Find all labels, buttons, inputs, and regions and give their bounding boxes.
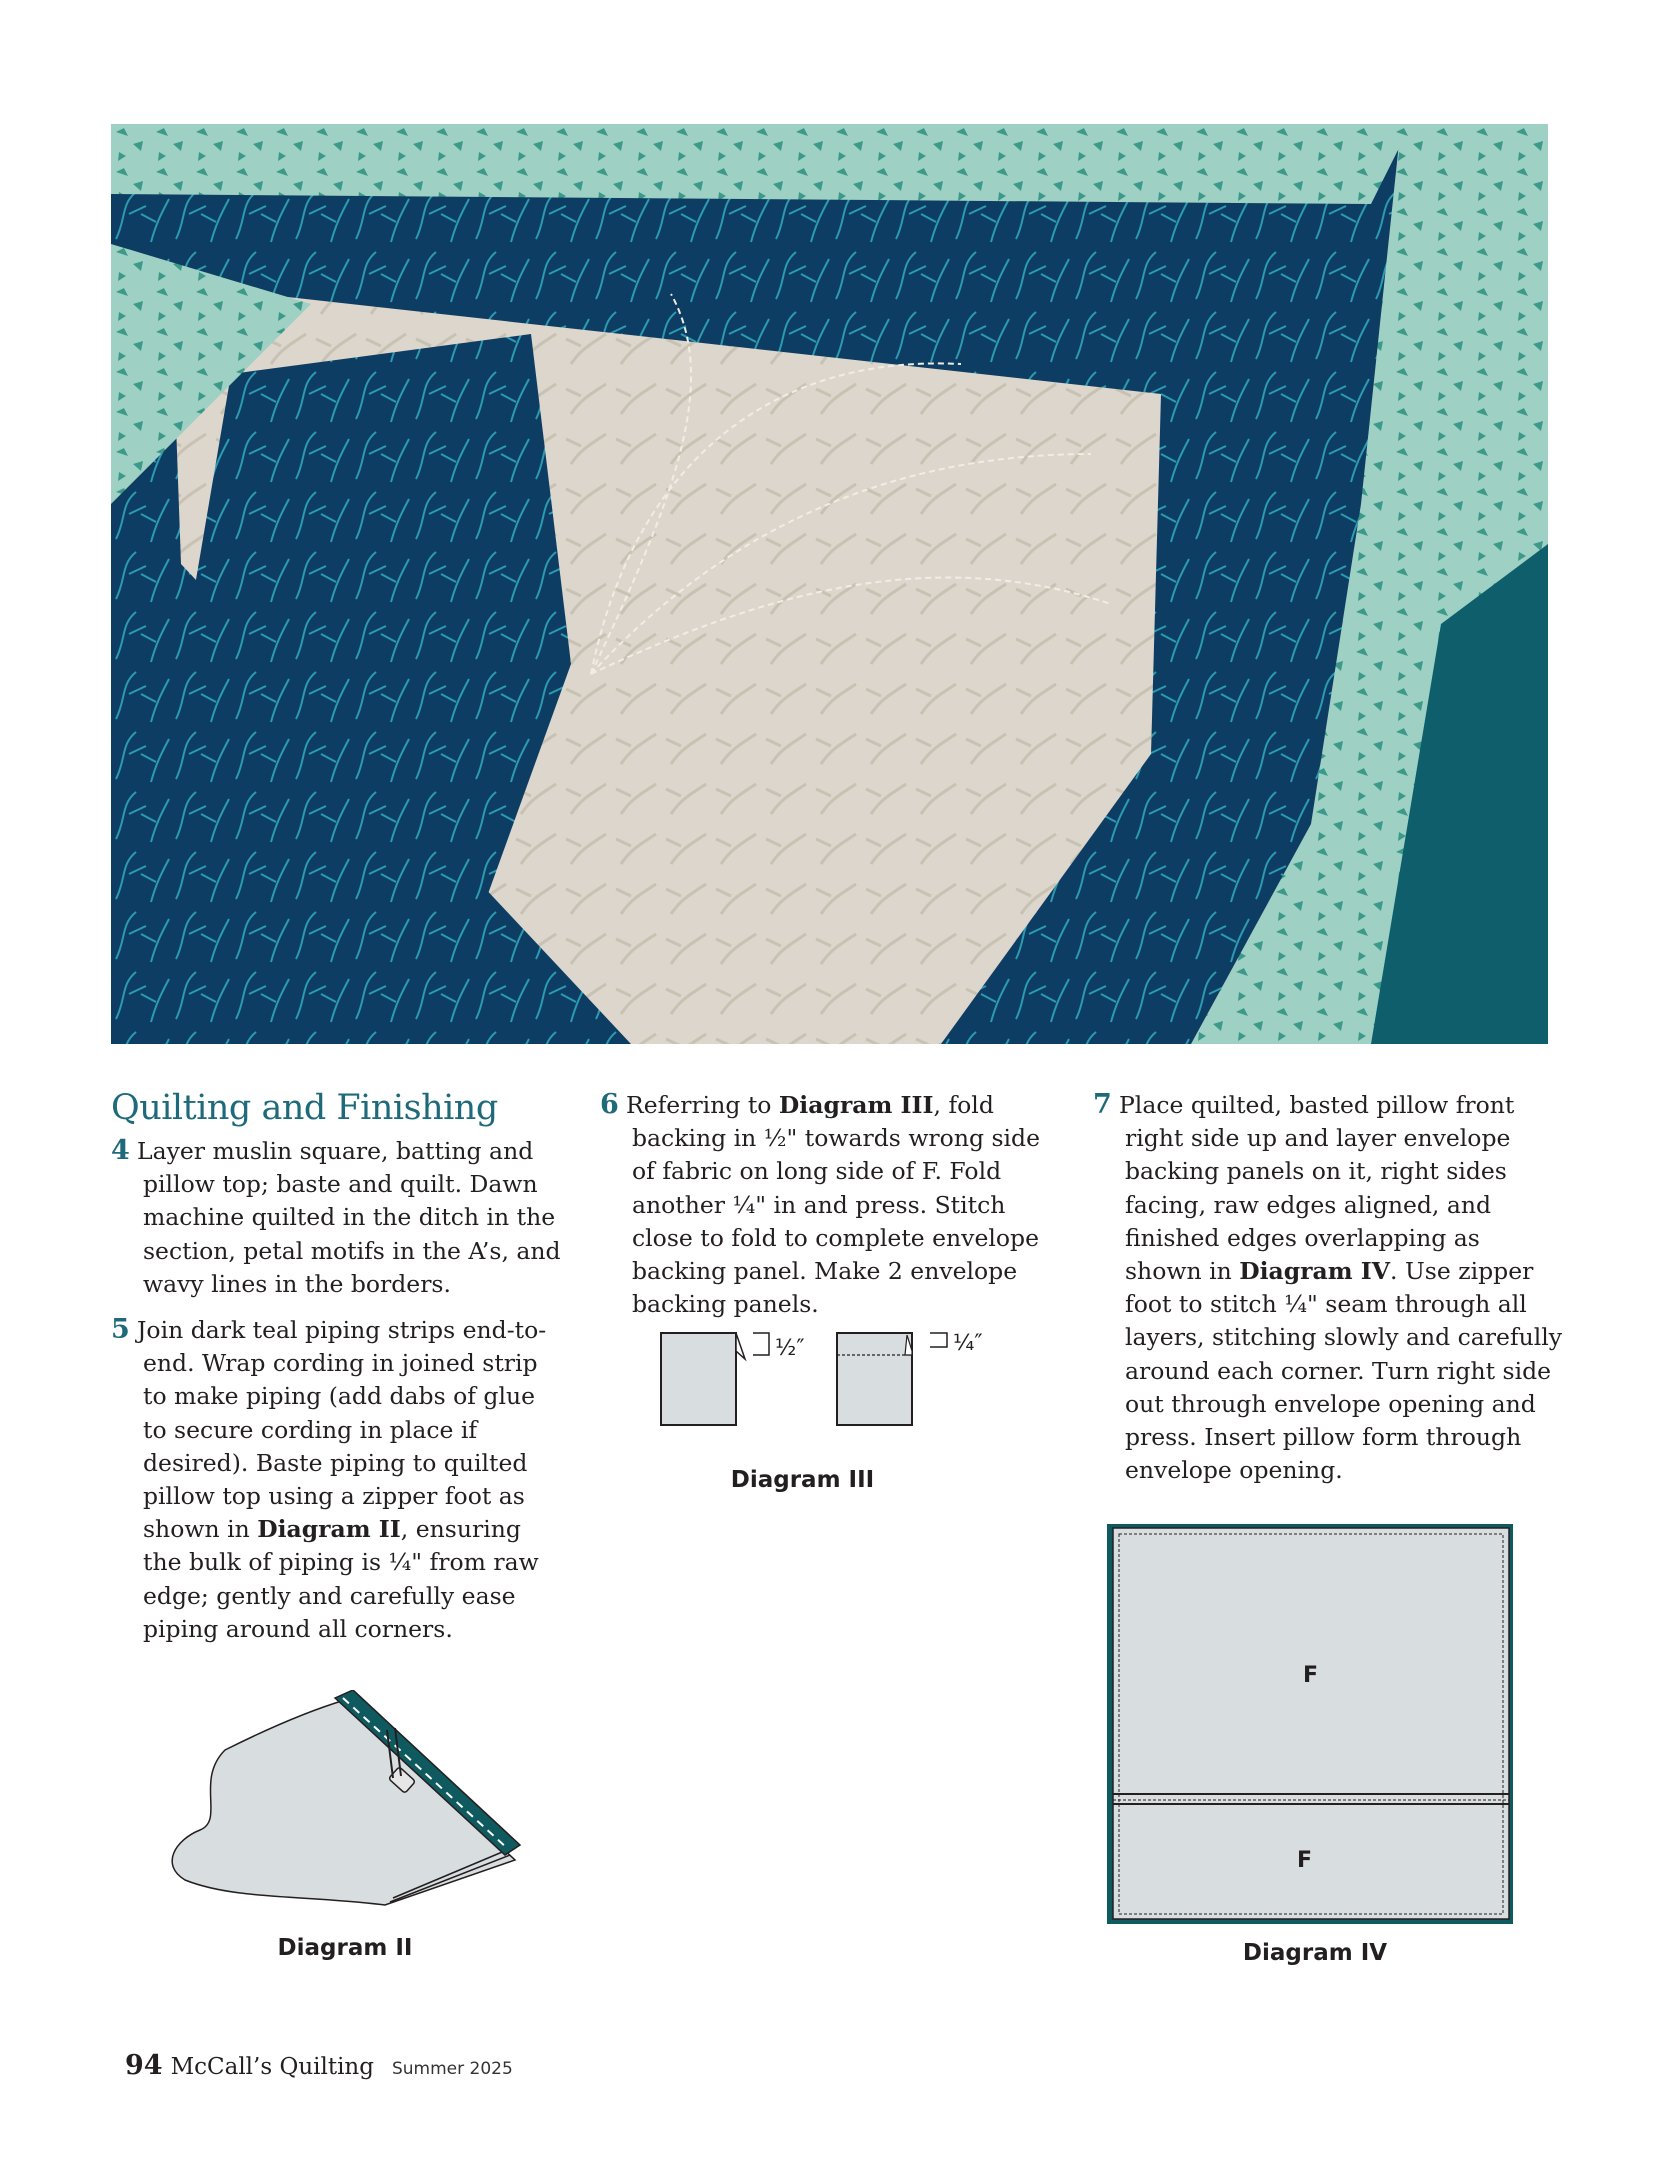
step-text: Layer muslin square, batting and pillow top; baste and quilt. Dawn machine quilted in the ditch in the section, petal motifs in the A’s, and wavy lines in the borders. [137,1137,561,1298]
step-text: Join dark teal piping strips end-to-end. Wrap cording in joined strip to make piping (add dabs of glue to secure cording in place if desired). Baste piping to quilted pillow top using a zipper foot as shown in [137,1316,547,1544]
step-6 [600,1088,1070,1321]
diagram-4-caption: Diagram IV [1242,1940,1388,1966]
step-7 [1093,1088,1563,1487]
diagram-reference: Diagram IV [1239,1257,1391,1286]
pillow-photo [111,124,1548,1044]
step-number: 7 [1093,1089,1112,1120]
section-title: Quilting and Finishing [111,1088,498,1128]
step-number: 5 [111,1314,130,1346]
column-1 [111,1088,561,1658]
column-3 [1093,1088,1563,1499]
step-text: Place quilted, basted pillow front right side up and layer envelope backing panels on it, right sides facing, raw edges aligned, and finished edges overlapping as shown in [1119,1091,1515,1286]
step-4 [111,1134,561,1301]
diagram-3-label-half: ½″ [775,1336,805,1361]
diagram-3-label-quarter: ¼″ [953,1331,983,1356]
diagram-3 [655,1325,1015,1439]
diagram-2-caption: Diagram II [277,1935,413,1961]
diagram-4-label-top: F [1303,1663,1319,1688]
column-2 [600,1088,1070,1333]
step-number: 6 [600,1089,619,1120]
step-text: , ensuring the bulk of piping is ¼" from raw edge; gently and carefully ease piping around all corners. [143,1515,539,1643]
step-5 [111,1313,561,1646]
page-footer [125,2050,513,2082]
diagram-reference: Diagram II [257,1515,401,1544]
step-text: Referring to [626,1091,779,1119]
step-text: , fold backing in ½" towards wrong side of fabric on long side of F. Fold another ¼" in and press. Stitch close to fold to complete envelope backing panel. Make 2 envelope backing panels. [632,1091,1040,1319]
step-number: 4 [111,1135,130,1166]
diagram-2 [155,1690,535,1924]
step-text: . Use zipper foot to stitch ¼" seam through all layers, stitching slowly and carefully around each corner. Turn right side out through envelope opening and press. Insert pillow form through envelope opening. [1125,1257,1563,1485]
diagram-reference: Diagram III [778,1091,934,1119]
diagram-3-caption: Diagram III [730,1467,875,1493]
diagram-4 [1105,1522,1515,1931]
issue-date: Summer 2025 [391,2059,513,2079]
diagram-4-label-bottom: F [1297,1848,1313,1873]
magazine-title: McCall’s Quilting [170,2054,374,2080]
page-number: 94 [125,2050,163,2081]
